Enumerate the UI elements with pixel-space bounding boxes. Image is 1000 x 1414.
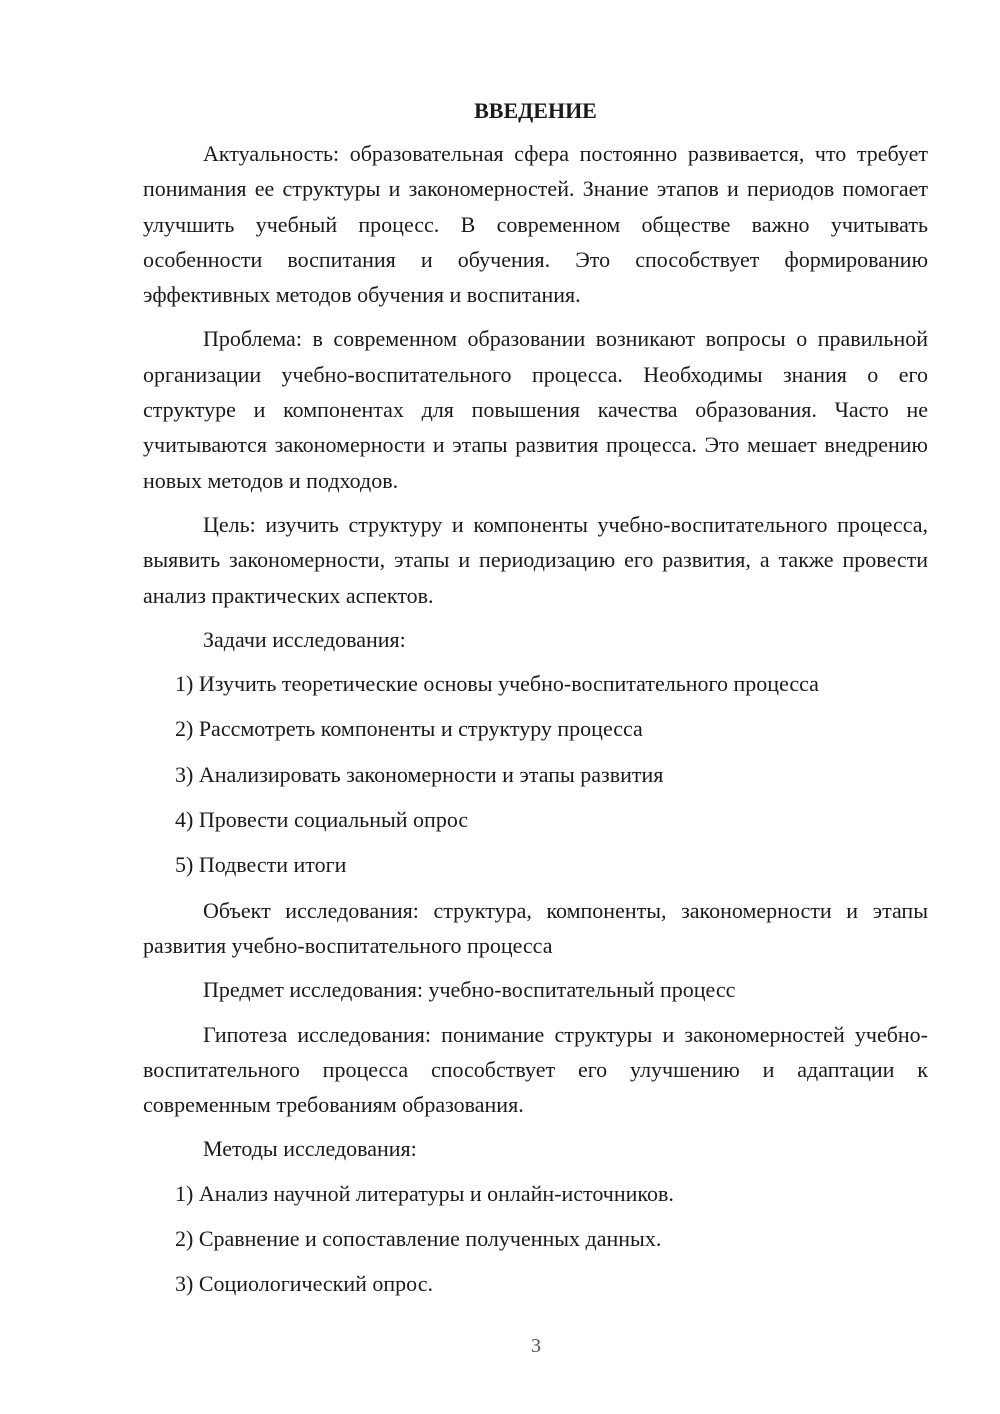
subject-paragraph: Предмет исследования: учебно-воспитательный процесс (203, 977, 736, 1003)
goal-paragraph: Цель: изучить структуру и компоненты учебно-воспитательного процесса, выявить закономерности, этапы и периодизацию его развития, а также провести анализ практических аспектов. (143, 511, 928, 608)
method-item: 1) Анализ научной литературы и онлайн-источников. (175, 1180, 674, 1206)
methods-heading: Методы исследования: (203, 1136, 417, 1162)
hypothesis-paragraph: Гипотеза исследования: понимание структуры и закономерностей учебно-воспитательного процесса способствует его улучшению и адаптации к современным требованиям образования. (143, 1021, 928, 1118)
task-item: 3) Анализировать закономерности и этапы развития (175, 761, 664, 787)
task-item: 2) Рассмотреть компоненты и структуру процесса (175, 716, 643, 742)
problem-paragraph: Проблема: в современном образовании возникают вопросы о правильной организации учебно-воспитательного процесса. Необходимы знания о его структуре и компонентах для повышения качества образования. Часто не учитываются закономерности и этапы развития процесса. Это мешает внедрению новых методов и подходов. (143, 326, 928, 493)
method-item: 3) Социологический опрос. (175, 1271, 433, 1297)
relevance-paragraph: Актуальность: образовательная сфера постоянно развивается, что требует понимания ее структуры и закономерностей. Знание этапов и периодов помогает улучшить учебный процесс. В современном обществе важно учитывать особенности воспитания и обучения. Это способствует формированию эффективных методов обучения и воспитания. (143, 141, 928, 308)
page-number: 3 (531, 1335, 541, 1357)
task-item: 1) Изучить теоретические основы учебно-воспитательного процесса (175, 671, 819, 697)
tasks-heading: Задачи исследования: (203, 626, 406, 652)
methods-list (143, 1176, 928, 1302)
task-item: 4) Провести социальный опрос (175, 807, 469, 833)
task-item: 5) Подвести итоги (175, 852, 347, 878)
tasks-list (143, 666, 928, 882)
section-title: ВВЕДЕНИЕ (474, 98, 597, 123)
object-paragraph: Объект исследования: структура, компоненты, закономерности и этапы развития учебно-воспитательного процесса (143, 897, 928, 958)
page-content (143, 94, 928, 1312)
method-item: 2) Сравнение и сопоставление полученных данных. (175, 1226, 662, 1252)
